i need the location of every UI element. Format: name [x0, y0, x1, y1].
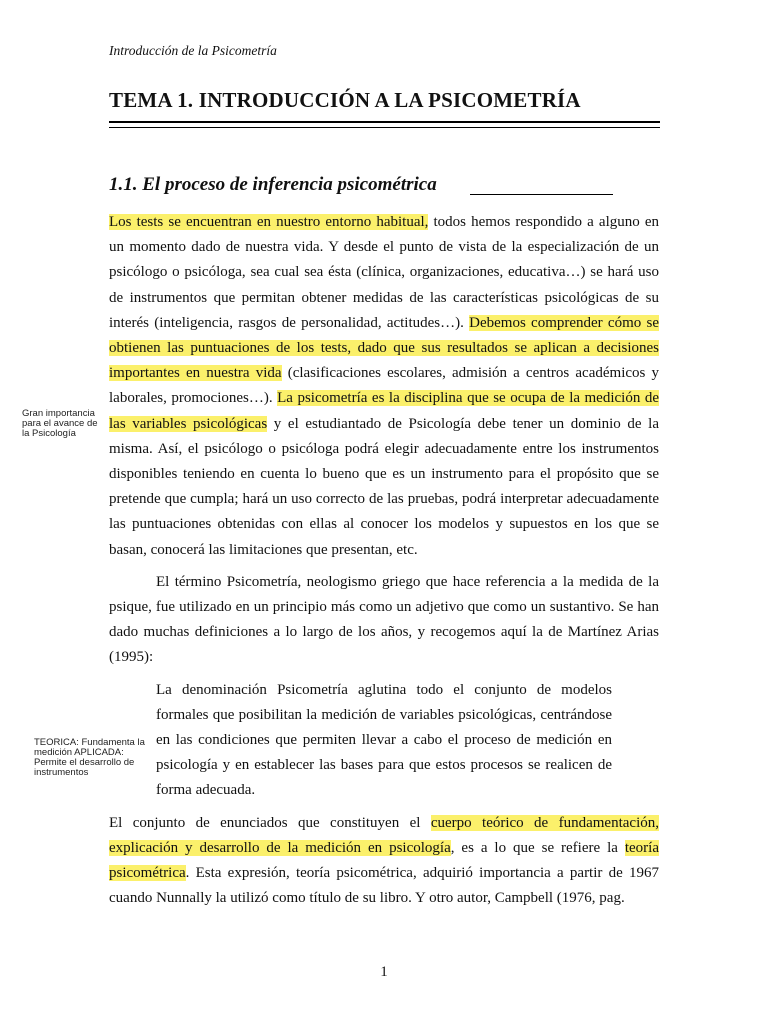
text-run: . Esta expresión, teoría psicométrica, adquirió importancia a partir de 1967 cuando Nunnally la utilizó como título de su libro. Y otro autor, Campbell (1976, pag. — [109, 865, 659, 907]
page-number: 1 — [380, 964, 388, 980]
highlight: teoría psicométrica — [109, 839, 659, 882]
title-rule-thin — [109, 127, 660, 128]
text-run: todos hemos respondido a alguno en un momento dado de nuestra vida. Y desde el punto de vista de la especialización de un psicólogo o psicóloga, sea cual sea ésta (clínica, organizaciones, educativa…) se hará uso de instrumentos que permitan obtener medidas de las características psicológicas de su interés (inteligencia, rasgos de personalidad, actitudes…). — [109, 214, 659, 331]
highlight: La psicometría es la disciplina que se ocupa de la medición de las variables psicológicas — [109, 390, 659, 432]
block-quote: La denominación Psicometría aglutina todo el conjunto de modelos formales que posibilitan la medición de variables psicológicas, centrándose en las condiciones que permiten llevar a cabo el proceso de medición en psicología y en establecer las bases para que estos procesos se realicen de forma adecuada. — [156, 681, 612, 799]
highlight: Debemos comprender cómo se obtienen las puntuaciones de los tests, dado que sus resultados se aplican a decisiones importantes en nuestra vida — [109, 314, 659, 382]
text-run: , es a lo que se refiere la — [450, 839, 625, 856]
text-run: El conjunto de enunciados que constituyen el — [109, 814, 431, 831]
margin-note-theory-applied: TEORICA: Fundamenta la medición APLICADA: Permite el desarrollo de instrumentos — [34, 737, 145, 778]
text-run: (clasificaciones escolares, admisión a centros académicos y laborales, promociones…). — [109, 365, 659, 407]
highlight: Los tests se encuentran en nuestro entorno habitual, — [109, 214, 429, 230]
paragraph-3 — [109, 811, 659, 912]
margin-note-importance: Gran importancia para el avance de la Psicología — [22, 408, 98, 439]
paragraph-1 — [109, 210, 659, 563]
running-header: Introducción de la Psicometría — [109, 43, 277, 58]
section-underline — [470, 194, 613, 195]
document-title: TEMA 1. INTRODUCCIÓN A LA PSICOMETRÍA — [109, 88, 581, 112]
paragraph-2: El término Psicometría, neologismo griego que hace referencia a la medida de la psique, fue utilizado en un principio más como un adjetivo que como un sustantivo. Se han dado muchas definiciones a lo largo de los años, y recogemos aquí la de Martínez Arias (1995): — [109, 573, 659, 666]
body-text — [109, 210, 659, 911]
title-rule-thick — [109, 121, 660, 123]
text-run: y el estudiantado de Psicología debe tener un dominio de la misma. Así, el psicólogo o psicóloga podrá elegir adecuadamente entre los instrumentos disponibles teniendo en cuenta lo bueno que es un instrumento para el propósito que se pretende que cumpla; hará un uso correcto de las pruebas, podrá interpretar adecuadamente las puntuaciones obtenidas con ellas al conocer los modelos y supuestos en los que se basan, conocerá las limitaciones que presentan, etc. — [109, 415, 659, 558]
section-title: 1.1. El proceso de inferencia psicométrica — [109, 174, 437, 195]
highlight: cuerpo teórico de fundamentación, explicación y desarrollo de la medición en psicología — [109, 814, 659, 856]
